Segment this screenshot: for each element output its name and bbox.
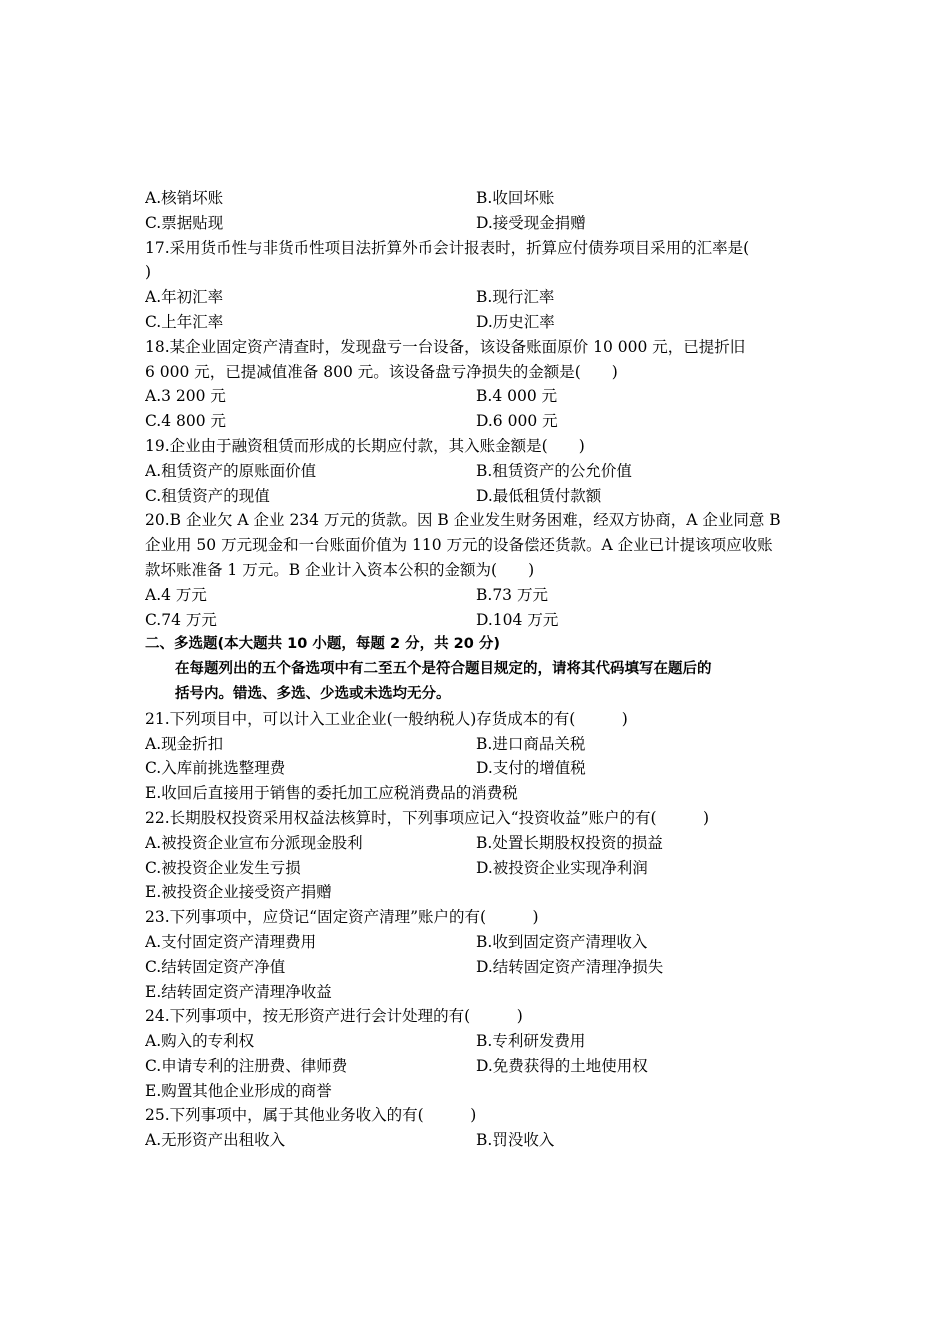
option-left: A.3 200 元: [145, 387, 226, 406]
option-left: A.4 万元: [145, 585, 207, 604]
option-row: [145, 285, 810, 310]
section-instructions: 在每题列出的五个备选项中有二至五个是符合题目规定的，请将其代码填写在题后的: [175, 661, 712, 678]
question-text: E.结转固定资产清理净收益: [145, 982, 332, 1001]
option-row: [145, 384, 810, 409]
option-left: C.结转固定资产净值: [145, 957, 286, 976]
option-left: C.74 万元: [145, 610, 217, 629]
option-right: B.73 万元: [476, 585, 548, 604]
question-text: 24.下列事项中，按无形资产进行会计处理的有( ): [145, 1007, 523, 1026]
option-right: D.104 万元: [476, 610, 559, 629]
option-left: C.租赁资产的现值: [145, 486, 270, 505]
option-right: D.支付的增值税: [476, 759, 586, 778]
option-right: D.6 000 元: [476, 412, 558, 431]
option-right: B.4 000 元: [476, 387, 558, 406]
option-left: C.上年汇率: [145, 312, 224, 331]
option-row: [145, 930, 810, 955]
option-right: D.结转固定资产清理净损失: [476, 957, 664, 976]
option-left: C.4 800 元: [145, 412, 227, 431]
option-left: A.支付固定资产清理费用: [145, 932, 317, 951]
exam-page: [145, 186, 810, 1153]
option-row: [145, 484, 810, 509]
option-right: B.现行汇率: [476, 288, 555, 307]
option-left: A.现金折扣: [145, 734, 224, 753]
option-left: C.被投资企业发生亏损: [145, 858, 301, 877]
option-right: D.被投资企业实现净利润: [476, 858, 648, 877]
option-row: [145, 459, 810, 484]
question-text: 19.企业由于融资租赁而形成的长期应付款，其入账金额是( ): [145, 436, 585, 455]
question-text: ): [145, 263, 152, 282]
option-left: C.票据贴现: [145, 213, 224, 232]
question-text: E.收回后直接用于销售的委托加工应税消费品的消费税: [145, 784, 518, 803]
option-left: A.无形资产出租收入: [145, 1131, 286, 1150]
option-right: B.租赁资产的公允价值: [476, 461, 632, 480]
option-left: A.购入的专利权: [145, 1032, 255, 1051]
option-left: C.申请专利的注册费、律师费: [145, 1056, 348, 1075]
option-row: [145, 409, 810, 434]
option-row: [145, 1128, 810, 1153]
section-instructions: 括号内。错选、多选、少选或未选均无分。: [175, 685, 451, 702]
question-text: E.购置其他企业形成的商誉: [145, 1081, 332, 1100]
question-text: 23.下列事项中，应贷记“固定资产清理”账户的有( ): [145, 908, 539, 927]
question-text: E.被投资企业接受资产捐赠: [145, 883, 332, 902]
option-left: A.被投资企业宣布分派现金股利: [145, 833, 363, 852]
option-left: C.入库前挑选整理费: [145, 759, 286, 778]
option-right: D.最低租赁付款额: [476, 486, 602, 505]
option-left: A.租赁资产的原账面价值: [145, 461, 317, 480]
option-row: [145, 856, 810, 881]
option-right: D.免费获得的土地使用权: [476, 1056, 648, 1075]
question-text: 18.某企业固定资产清查时，发现盘亏一台设备，该设备账面原价 10 000 元，已提折旧: [145, 337, 746, 356]
option-row: [145, 756, 810, 781]
question-text: 21.下列项目中，可以计入工业企业(一般纳税人)存货成本的有( ): [145, 709, 628, 728]
option-right: D.历史汇率: [476, 312, 555, 331]
option-right: B.罚没收入: [476, 1131, 555, 1150]
option-right: D.接受现金捐赠: [476, 213, 586, 232]
option-row: [145, 1054, 810, 1079]
option-row: [145, 583, 810, 608]
option-row: [145, 310, 810, 335]
question-text: 6 000 元，已提减值准备 800 元。该设备盘亏净损失的金额是( ): [145, 362, 618, 381]
option-row: [145, 608, 810, 633]
option-left: A.年初汇率: [145, 288, 224, 307]
question-text: 17.采用货币性与非货币性项目法折算外币会计报表时，折算应付债券项目采用的汇率是(: [145, 238, 750, 257]
option-row: [145, 955, 810, 980]
option-left: A.核销坏账: [145, 189, 224, 207]
question-text: 22.长期股权投资采用权益法核算时，下列事项应记入“投资收益”账户的有( ): [145, 808, 710, 827]
option-row: [145, 186, 810, 211]
section-heading: 二、多选题(本大题共 10 小题，每题 2 分，共 20 分): [145, 636, 500, 653]
option-right: B.收到固定资产清理收入: [476, 932, 648, 951]
option-row: [145, 831, 810, 856]
option-right: B.进口商品关税: [476, 734, 586, 753]
option-row: [145, 1029, 810, 1054]
option-right: B.处置长期股权投资的损益: [476, 833, 663, 852]
question-text: 20.B 企业欠 A 企业 234 万元的货款。因 B 企业发生财务困难，经双方协商，A 企业同意 B: [145, 511, 781, 530]
question-text: 企业用 50 万元现金和一台账面价值为 110 万元的设备偿还货款。A 企业已计提该项应收账: [145, 536, 773, 555]
option-row: [145, 732, 810, 757]
question-text: 款坏账准备 1 万元。B 企业计入资本公积的金额为( ): [145, 560, 535, 579]
option-row: [145, 211, 810, 236]
question-text: 25.下列事项中，属于其他业务收入的有( ): [145, 1106, 477, 1125]
option-right: B.专利研发费用: [476, 1032, 586, 1051]
option-right: B.收回坏账: [476, 189, 555, 207]
